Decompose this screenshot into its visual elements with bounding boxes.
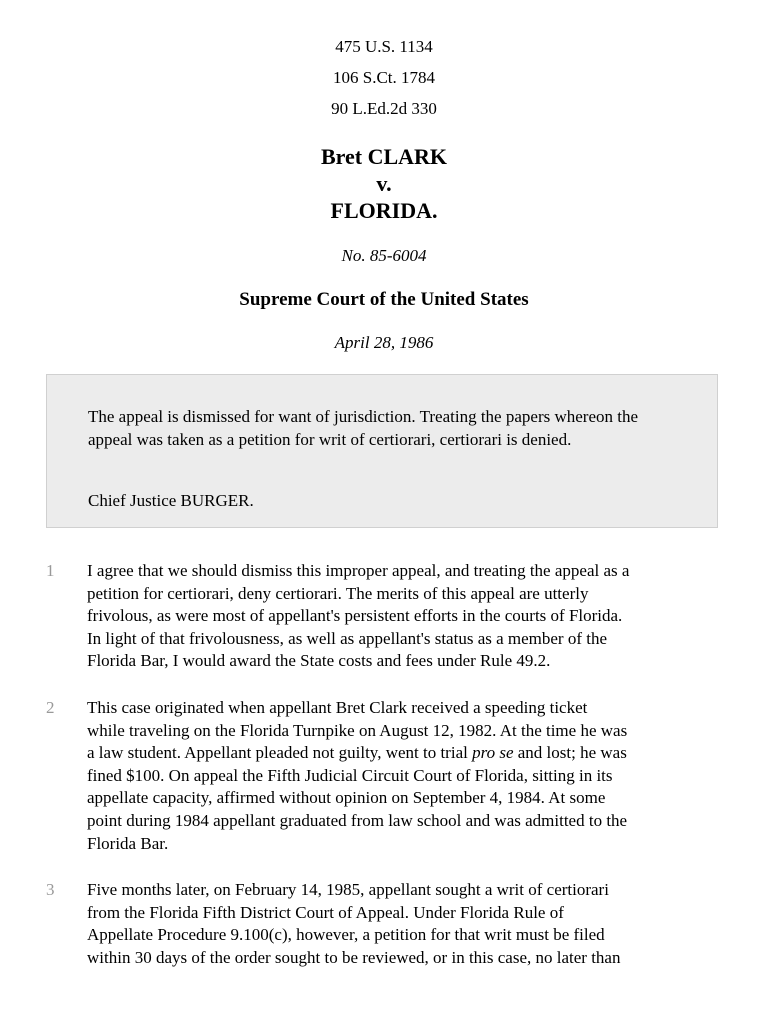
- paragraph-text: [87, 697, 727, 855]
- paragraph-line: petition for certiorari, deny certiorari. The merits of this appeal are utterly: [87, 583, 589, 603]
- paragraph-line: This case originated when appellant Bret Clark received a speeding ticket: [87, 698, 588, 717]
- latin-term: pro se: [472, 743, 514, 763]
- summary-text: The appeal is dismissed for want of jurisdiction. Treating the papers whereon the appeal was taken as a petition for writ of certiorari, certiorari is denied.: [88, 407, 639, 449]
- paragraph-line: [87, 742, 727, 765]
- paragraph-line: Five months later, on February 14, 1985, appellant sought a writ of certiorari: [87, 880, 609, 899]
- citation-block: [0, 31, 768, 124]
- paragraph-line: while traveling on the Florida Turnpike on August 12, 1982. At the time he was: [87, 720, 628, 740]
- paragraph-number: 1: [46, 561, 55, 580]
- paragraph-line-start: a law student. Appellant pleaded not guilty, went to trial: [87, 743, 473, 763]
- paragraph-line: point during 1984 appellant graduated from law school and was admitted to the: [87, 810, 628, 830]
- court-name: Supreme Court of the United States: [239, 289, 529, 310]
- citation-lawyers-edition: 90 L.Ed.2d 330: [331, 99, 437, 118]
- petitioner-name: Bret CLARK: [320, 144, 448, 169]
- versus-label: v.: [376, 171, 392, 196]
- paragraph-line: Florida Bar.: [87, 833, 169, 853]
- citation-supreme-court-reporter: 106 S.Ct. 1784: [332, 68, 436, 87]
- paragraph-line: I agree that we should dismiss this improper appeal, and treating the appeal as a: [87, 561, 630, 580]
- decision-date: April 28, 1986: [334, 333, 434, 352]
- case-title: [0, 143, 768, 224]
- paragraph-text: [87, 560, 727, 673]
- summary-author: Chief Justice BURGER.: [88, 491, 254, 510]
- paragraph-number: 3: [46, 880, 55, 899]
- docket-number: No. 85-6004: [341, 246, 427, 265]
- paragraph-line: In light of that frivolousness, as well as appellant's status as a member of the: [87, 628, 608, 648]
- paragraph-line: from the Florida Fifth District Court of Appeal. Under Florida Rule of: [87, 902, 564, 922]
- paragraph-line: frivolous, as were most of appellant's persistent efforts in the courts of Florida.: [87, 606, 623, 626]
- paragraph-text: [87, 879, 727, 969]
- paragraph-line: Appellate Procedure 9.100(c), however, a petition for that writ must be filed: [87, 925, 605, 945]
- paragraph-line: within 30 days of the order sought to be reviewed, or in this case, no later than: [87, 947, 621, 967]
- paragraph-line-end: and lost; he was: [513, 743, 627, 763]
- paragraph-line: appellate capacity, affirmed without opinion on September 4, 1984. At some: [87, 788, 606, 808]
- paragraph-line: fined $100. On appeal the Fifth Judicial Circuit Court of Florida, sitting in its: [87, 765, 613, 785]
- paragraph-line: Florida Bar, I would award the State costs and fees under Rule 49.2.: [87, 651, 551, 671]
- paragraph-number: 2: [46, 698, 55, 717]
- respondent-name: FLORIDA.: [330, 198, 438, 223]
- citation-us-reports: 475 U.S. 1134: [335, 37, 433, 56]
- summary-box: [46, 374, 718, 528]
